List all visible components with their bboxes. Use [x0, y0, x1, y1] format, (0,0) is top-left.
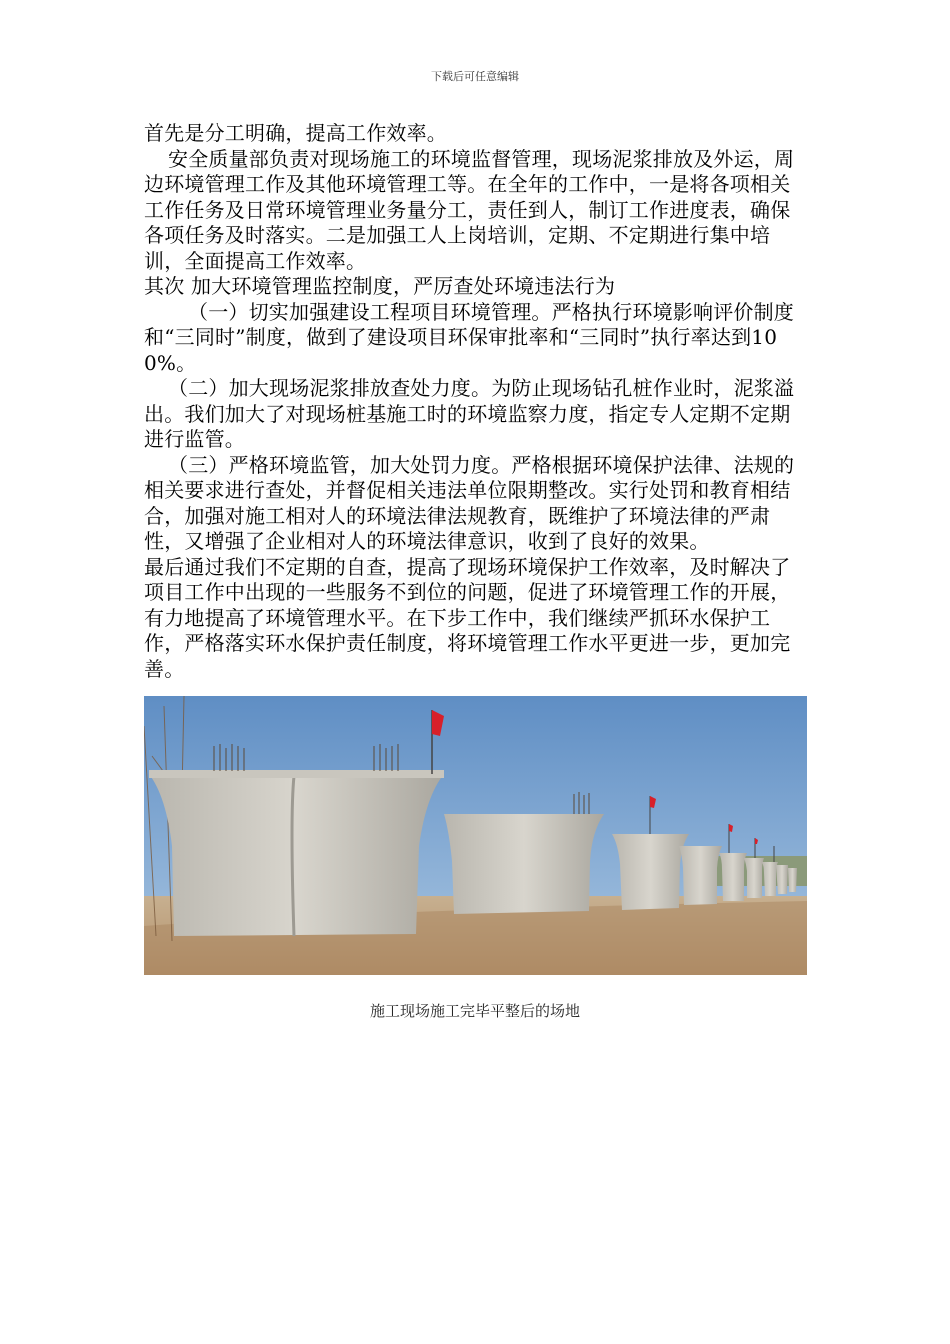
- paragraph-item-1: （一）切实加强建设工程项目环境管理。严格执行环境影响评价制度和“三同时”制度，做到了建设项目环保审批率和“三同时”执行率达到100%。: [144, 299, 794, 375]
- paragraph-heading-second: 其次 加大环境管理监控制度，严厉查处环境违法行为: [144, 274, 616, 298]
- paragraph-item-3: （三）严格环境监管，加大处罚力度。严格根据环境保护法律、法规的相关要求进行查处，并督促相关违法单位限期整改。实行处罚和教育相结合，加强对施工相对人的环境法律法规教育，既维护了环境法律的严肃性，又增强了企业相对人的环境法律意识，收到了良好的效果。: [144, 452, 795, 553]
- paragraph-item-2: （二）加大现场泥浆排放查处力度。为防止现场钻孔桩作业时，泥浆溢出。我们加大了对现场桩基施工时的环境监察力度，指定专人定期不定期进行监管。: [144, 376, 795, 451]
- construction-site-photo: [144, 696, 807, 975]
- page-header: 下载后可任意编辑: [431, 70, 519, 83]
- paragraph-intro: 首先是分工明确，提高工作效率。: [144, 121, 447, 145]
- paragraph-conclusion: 最后通过我们不定期的自查，提高了现场环境保护工作效率，及时解决了项目工作中出现的一些服务不到位的问题，促进了环境管理工作的开展，有力地提高了环境管理水平。在下步工作中，我们继续严抓环水保护工作，严格落实环水保护责任制度，将环境管理工作水平更进一步，更加完善。: [144, 554, 791, 681]
- photo-caption: 施工现场施工完毕平整后的场地: [369, 1002, 580, 1020]
- document-body: [144, 121, 810, 682]
- paragraph-division: 安全质量部负责对现场施工的环境监督管理，现场泥浆排放及外运，周边环境管理工作及其他环境管理工等。在全年的工作中，一是将各项相关工作任务及日常环境管理业务量分工，责任到人，制订工作进度表，确保各项任务及时落实。二是加强工人上岗培训，定期、不定期进行集中培训，全面提高工作效率。: [144, 146, 795, 273]
